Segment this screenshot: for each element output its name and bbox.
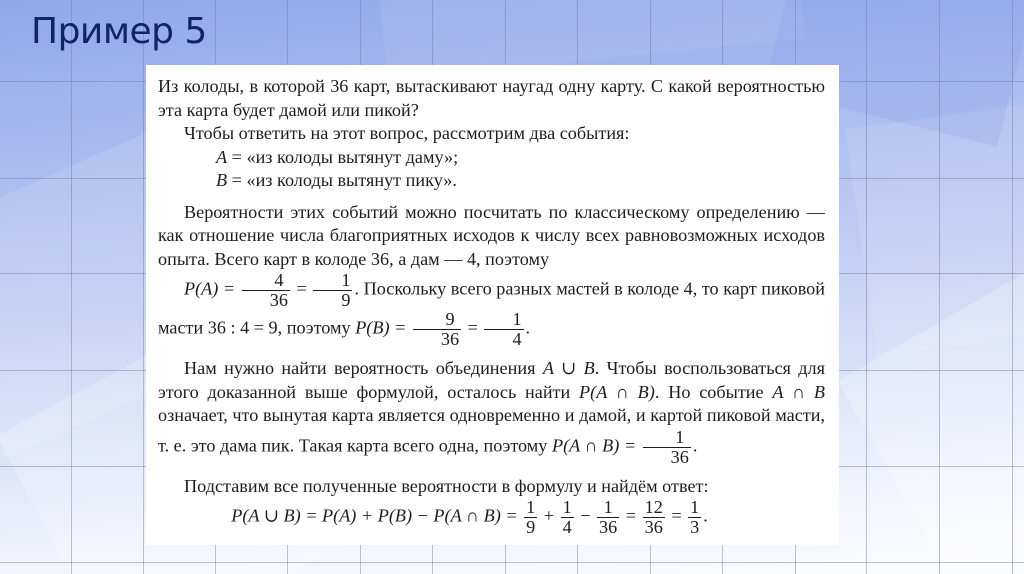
fraction: $\frac{1}{3}$ xyxy=(690,497,700,537)
fraction: $\frac{1}{9}$ xyxy=(526,497,536,537)
event-description: «из колоды вытянут пику». xyxy=(246,170,457,190)
p-intersection-label: P(A ∩ B) = xyxy=(551,435,641,456)
fraction: $\frac{12}{36}$ xyxy=(644,497,663,537)
grid-line xyxy=(71,0,72,574)
slide-title: Пример 5 xyxy=(31,11,207,52)
fraction: $\frac{9}{36}$ xyxy=(413,310,461,349)
p-intersection: P(A ∩ B) xyxy=(579,381,655,402)
grid-line xyxy=(143,0,144,574)
event-symbol: A xyxy=(216,146,228,167)
event-b: B = «из колоды вытянут пику». xyxy=(216,170,457,190)
final-formula: P(A ∪ B) = P(A) + P(B) − P(A ∩ B) = $\frac{1}{9}$ + $\frac{1}{4}$ − $\frac{1}{36}$ = $\frac{12}{36}$ = $\frac{1}{3}$ . xyxy=(231,497,708,537)
substitution-paragraph: Подставим все полученные вероятности в формулу и найдём ответ: xyxy=(184,475,709,496)
union-symbol: A ∪ B xyxy=(542,358,595,378)
grid-line xyxy=(0,562,1024,563)
grid-line xyxy=(866,0,867,574)
event-a: A = «из колоды вытянут даму»; xyxy=(216,146,459,167)
fraction: $\frac{1}{36}$ xyxy=(599,497,618,537)
fraction: $\frac{1}{9}$ xyxy=(313,271,352,310)
fraction: $\frac{1}{4}$ xyxy=(484,310,523,349)
grid-line xyxy=(939,0,940,574)
pb-label: P(B) = xyxy=(355,317,411,338)
fraction: $\frac{1}{4}$ xyxy=(562,497,572,537)
intersection-symbol: A ∩ B xyxy=(772,381,825,402)
background-facet xyxy=(837,251,1024,574)
fraction: $\frac{4}{36}$ xyxy=(242,271,290,310)
background-facet xyxy=(845,93,1024,357)
pa-label: P(A) = xyxy=(184,278,240,299)
problem-statement: Из колоды, в которой 36 карт, вытаскивают наугад одну карту. С какой вероятностью эта карта будет дамой или пикой? xyxy=(158,76,825,120)
classical-definition-paragraph: Вероятности этих событий можно посчитать по классическому определению — как отношение числа благоприятных исходов к числу всех равновозможных исходов опыта. Всего карт в колоде 36, а дам — 4, поэтому P(A) = $\frac{4}{36}$ = $\frac{1}{9}$ . Поскольку всего разных мастей в колоде 4, то карт пиковой масти 36 : 4 = 9, поэтому P(B) = $\frac{9}{36}$ = $\frac{1}{4}$ . xyxy=(158,201,826,349)
probability-a-b-line: P(A) = $\frac{4}{36}$ = $\frac{1}{9}$ . Поскольку всего разных мастей в колоде 4, то карт пиковой масти 36 : 4 = 9, поэтому P(B) = $\frac{9}{36}$ = $\frac{1}{4}$ . xyxy=(158,270,826,349)
grid-line xyxy=(1012,0,1013,574)
intersection-paragraph: Нам нужно найти вероятность объединения A ∪ B. Чтобы воспользоваться для этого доказанной выше формулой, осталось найти P(A ∩ B). Но событие A ∩ B означает, что вынутая карта является одновременно и дамой, и картой пиковой масти, т. е. это дама пик. Такая карта всего одна, поэтому P(A ∩ B) = $\frac{1}{36}$ . xyxy=(158,358,825,467)
fraction: $\frac{1}{36}$ xyxy=(643,428,691,467)
formula-lhs: P(A ∪ B) = P(A) + P(B) − P(A ∩ B) = xyxy=(231,505,523,526)
problem-intro: Чтобы ответить на этот вопрос, рассмотрим два события: xyxy=(184,123,630,143)
event-description: «из колоды вытянут даму»; xyxy=(246,146,459,167)
textbook-excerpt xyxy=(146,65,839,545)
event-symbol: B xyxy=(216,170,228,190)
